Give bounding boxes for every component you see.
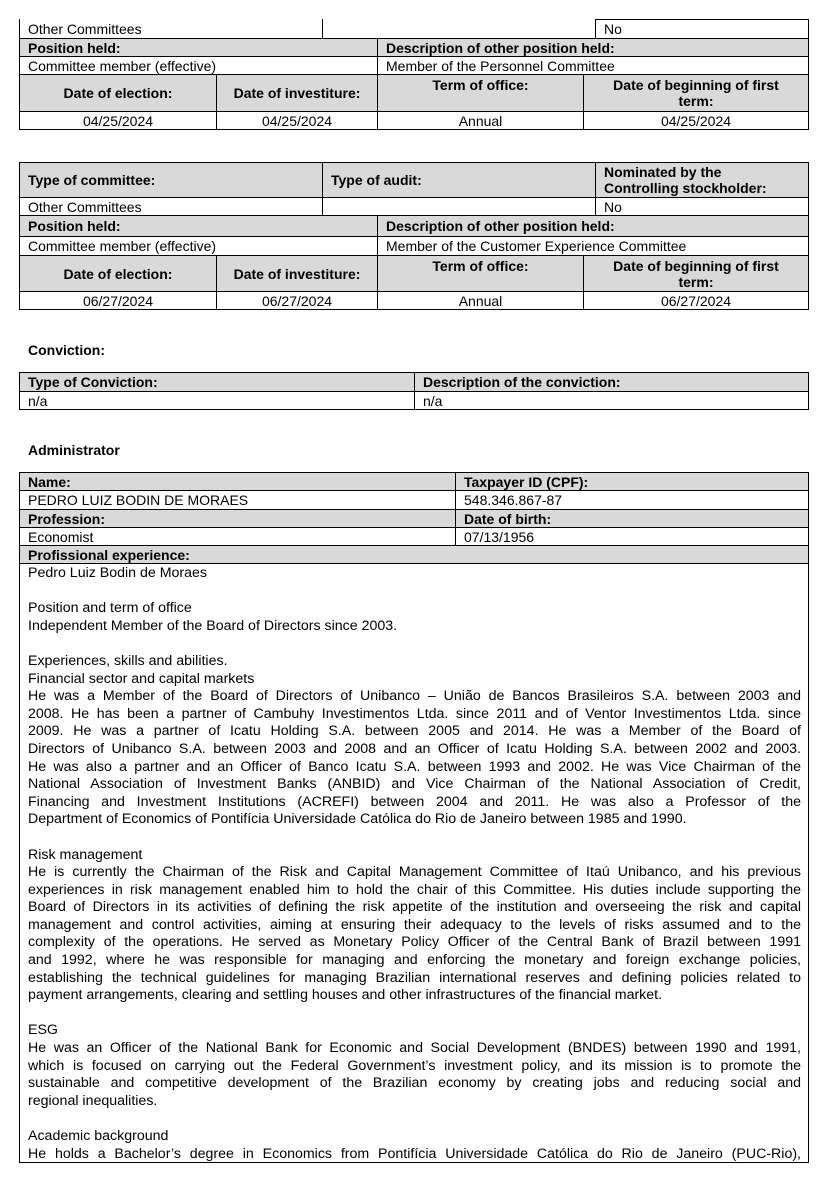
- experience-line: complexity of the operations. He served as Monetary Policy Officer of the Central Bank of Brazil between 1991: [28, 934, 801, 951]
- type-of-committee-label: Type of committee:: [19, 162, 323, 198]
- election-label: Date of election:: [19, 74, 217, 112]
- first-term-label: Date of beginning of first term:: [583, 74, 809, 112]
- nominated-value: No: [595, 197, 809, 216]
- conviction-description-label: Description of the conviction:: [414, 372, 809, 392]
- position-held-label: Position held:: [19, 38, 378, 57]
- profession-value: Economist: [19, 527, 456, 546]
- experience-line: payment arrangements, clearing and settling houses and other infrastructures of the financial market.: [28, 987, 663, 1004]
- type-of-audit-label: Type of audit:: [322, 162, 596, 198]
- experience-line: He was an Officer of the National Bank for Economic and Social Development (BNDES) between 1990 and 1991,: [28, 1040, 801, 1057]
- experience-line: [28, 1005, 801, 1023]
- experience-line: regional inequalities.: [28, 1092, 158, 1109]
- experience-line: Position and term of office: [28, 600, 192, 617]
- election-value: 06/27/2024: [19, 291, 217, 310]
- type-of-committee-value: Other Committees: [19, 197, 323, 216]
- experience-line: Department of Economics of Pontifícia Universidade Católica do Rio de Janeiro between 1985 and 1990.: [28, 811, 687, 828]
- term-value: Annual: [377, 111, 584, 130]
- experience-line: [28, 829, 801, 847]
- experience-line: Board of Directors in its activities of defining the risk appetite of the institution and overseeing the risk and capital: [28, 899, 801, 916]
- experience-line: [28, 635, 801, 653]
- conviction-heading: Conviction:: [28, 342, 105, 358]
- experience-line: establishing the technical guidelines for managing Brazilian international reserves and defining policies related to: [28, 969, 801, 986]
- first-term-label: Date of beginning of first term:: [583, 255, 809, 292]
- description-label: Description of other position held:: [377, 38, 809, 57]
- experience-line: and 1992, where he was responsible for managing and enforcing the monetary and foreign exchange policies,: [28, 952, 801, 969]
- experience-line: [28, 1110, 801, 1128]
- experience-line: Financing and Investment Institutions (ACREFI) between 2004 and 2011. He was also a Professor of the: [28, 793, 801, 810]
- position-held-value: Committee member (effective): [19, 56, 378, 75]
- experience-line: ESG: [28, 1022, 58, 1039]
- first-term-value: 04/25/2024: [583, 111, 809, 130]
- experience-line: 2008. He has been a partner of Cambuhy Investimentos Ltda. since 2011 and of Ventor Investimentos Ltda. since: [28, 705, 801, 722]
- experience-label: Profissional experience:: [19, 545, 809, 564]
- conviction-type-label: Type of Conviction:: [19, 372, 415, 392]
- investiture-value: 04/25/2024: [216, 111, 378, 130]
- experience-line: [28, 583, 801, 601]
- experience-line: experiences in risk management enabled him to hold the chair of this Committee. His duties include supporting the: [28, 881, 801, 898]
- nominated-value: No: [595, 19, 809, 39]
- investiture-label: Date of investiture:: [216, 255, 378, 292]
- conviction-type-value: n/a: [19, 391, 415, 410]
- term-label: Term of office:: [377, 74, 584, 112]
- experience-line: management and control activities, aiming at ensuring their adequacy to the levels of risks assumed and to the: [28, 916, 801, 933]
- experience-line: which is focused on carrying out the Federal Government’s investment policy, and its mission is to promote the: [28, 1057, 801, 1074]
- conviction-description-value: n/a: [414, 391, 809, 410]
- profession-label: Profession:: [19, 509, 456, 528]
- experience-line: Directors of Unibanco S.A. between 2003 and 2008 and an Officer of Icatu Holding S.A. between 2002 and 2003.: [28, 740, 801, 757]
- experience-line: Experiences, skills and abilities.: [28, 652, 228, 669]
- professional-experience-text: [28, 565, 801, 1163]
- experience-line: He holds a Bachelor’s degree in Economics from Pontifícia Universidade Católica do Rio de Janeiro (PUC-Rio),: [28, 1145, 801, 1162]
- experience-line: Academic background: [28, 1128, 169, 1144]
- experience-line: He was a Member of the Board of Directors of Unibanco – União de Bancos Brasileiros S.A. between 2003 and: [28, 688, 801, 705]
- experience-line: He was also a partner and an Officer of Banco Icatu S.A. between 1993 and 2002. He was Vice Chairman of the: [28, 758, 801, 775]
- experience-line: Pedro Luiz Bodin de Moraes: [28, 565, 208, 581]
- position-held-label: Position held:: [19, 215, 378, 237]
- investiture-label: Date of investiture:: [216, 74, 378, 112]
- type-of-audit-value: [322, 197, 596, 216]
- experience-line: Financial sector and capital markets: [28, 670, 255, 687]
- cpf-value: 548.346.867-87: [455, 490, 809, 510]
- description-value: Member of the Personnel Committee: [377, 56, 809, 75]
- description-label: Description of other position held:: [377, 215, 809, 237]
- position-held-value: Committee member (effective): [19, 236, 378, 256]
- experience-line: He is currently the Chairman of the Risk and Capital Management Committee of Itaú Unibanco, and his previous: [28, 864, 801, 881]
- experience-line: Independent Member of the Board of Directors since 2003.: [28, 617, 398, 634]
- administrator-heading: Administrator: [28, 442, 120, 458]
- experience-line: National Association of Investment Banks (ANBID) and Vice Chairman of the National Association of Credit,: [28, 776, 801, 793]
- investiture-value: 06/27/2024: [216, 291, 378, 310]
- election-label: Date of election:: [19, 255, 217, 292]
- first-term-value: 06/27/2024: [583, 291, 809, 310]
- birth-value: 07/13/1956: [455, 527, 809, 546]
- term-label: Term of office:: [377, 255, 584, 292]
- experience-line: 2009. He was a partner of Icatu Holding S.A. between 2005 and 2014. He was a Member of the Board of: [28, 723, 801, 740]
- type-of-committee-value: Other Committees: [19, 19, 323, 39]
- election-value: 04/25/2024: [19, 111, 217, 130]
- type-of-audit-value: [322, 19, 596, 39]
- term-value: Annual: [377, 291, 584, 310]
- name-label: Name:: [19, 472, 456, 491]
- experience-line: Risk management: [28, 846, 143, 863]
- nominated-label: Nominated by the Controlling stockholder:: [595, 162, 809, 198]
- experience-line: sustainable and competitive development of the Brazilian economy by creating jobs and reducing social and: [28, 1075, 801, 1092]
- birth-label: Date of birth:: [455, 509, 809, 528]
- description-value: Member of the Customer Experience Committee: [377, 236, 809, 256]
- cpf-label: Taxpayer ID (CPF):: [455, 472, 809, 491]
- name-value: PEDRO LUIZ BODIN DE MORAES: [19, 490, 456, 510]
